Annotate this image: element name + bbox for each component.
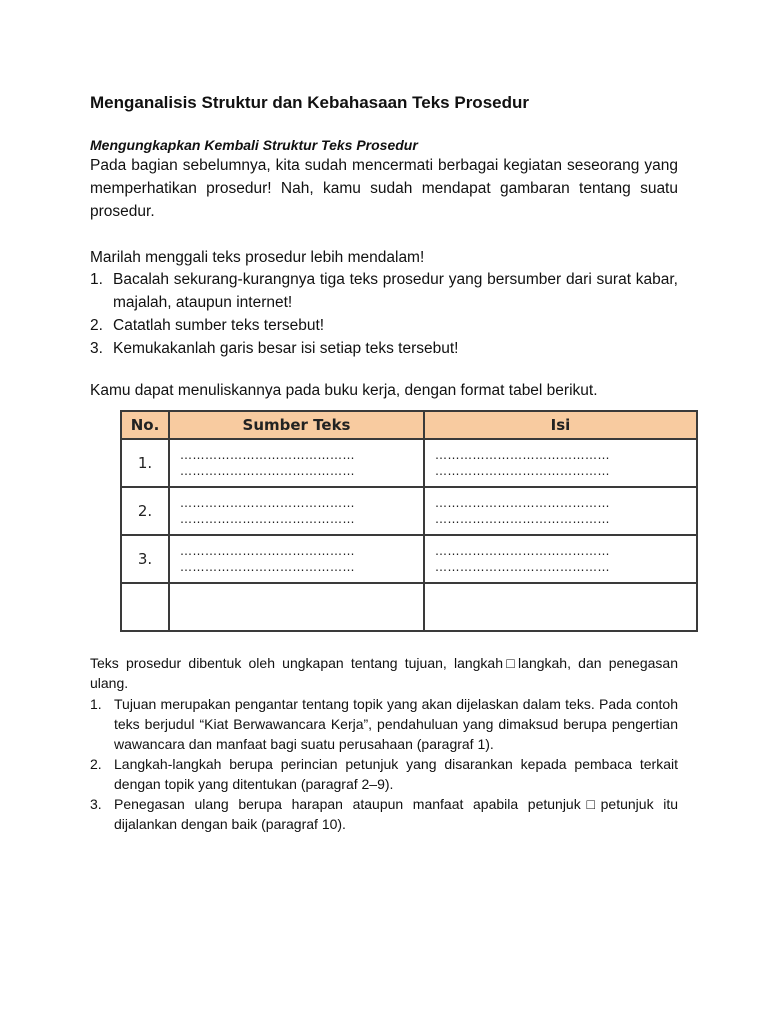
header-isi: Isi [424, 411, 697, 439]
cell-isi [424, 535, 697, 583]
dotted-line: …………………………………… [180, 561, 355, 573]
lead-sentence: Marilah menggali teks prosedur lebih mendalam! [90, 249, 425, 266]
structure-intro: Teks prosedur dibentuk oleh ungkapan tentang tujuan, langkah□langkah, dan penegasan ulang. [90, 655, 678, 691]
dotted-line: …………………………………… [180, 497, 355, 509]
page-title: Menganalisis Struktur dan Kebahasaan Teks Prosedur [90, 93, 529, 112]
row-number: 3. [121, 535, 169, 583]
worksheet-table [120, 410, 698, 632]
structure-list [90, 694, 678, 834]
row-number-empty [121, 583, 169, 631]
dotted-line: …………………………………… [180, 513, 355, 525]
table-row [121, 439, 697, 487]
list-item: 2. Langkah-langkah berupa perincian petunjuk yang disarankan kepada pembaca terkait dengan topik yang ditentukan (paragraf 2–9). [90, 756, 678, 792]
list-item: 2. Catatlah sumber teks tersebut! [90, 317, 325, 334]
dotted-line: …………………………………… [435, 465, 610, 477]
dotted-line: …………………………………… [180, 465, 355, 477]
cell-isi [424, 439, 697, 487]
cell-sumber [169, 487, 424, 535]
steps-list [90, 268, 678, 360]
list-item: 1. Tujuan merupakan pengantar tentang topik yang akan dijelaskan dalam teks. Pada contoh teks berjudul “Kiat Berwawancara Kerja”, pendahuluan yang dimaksud berupa pengertian wawancara dan manfaat bagi suatu perusahaan (paragraf 1). [90, 696, 678, 752]
cell-sumber [169, 535, 424, 583]
table-row-empty [121, 583, 697, 631]
dotted-line: …………………………………… [435, 449, 610, 461]
cell-sumber-empty [169, 583, 424, 631]
cell-sumber [169, 439, 424, 487]
list-item: 3. Kemukakanlah garis besar isi setiap teks tersebut! [90, 340, 459, 357]
intro-paragraph: Pada bagian sebelumnya, kita sudah mencermati berbagai kegiatan seseorang yang memperhatikan prosedur! Nah, kamu sudah mendapat gambaran tentang suatu prosedur. [90, 157, 678, 220]
cell-isi-empty [424, 583, 697, 631]
cell-isi [424, 487, 697, 535]
dotted-line: …………………………………… [435, 561, 610, 573]
format-note: Kamu dapat menuliskannya pada buku kerja, dengan format tabel berikut. [90, 382, 598, 399]
section-subtitle: Mengungkapkan Kembali Struktur Teks Prosedur [90, 137, 418, 153]
dotted-line: …………………………………… [435, 497, 610, 509]
dotted-line: …………………………………… [435, 513, 610, 525]
list-item: 1. Bacalah sekurang-kurangnya tiga teks prosedur yang bersumber dari surat kabar, majalah, ataupun internet! [90, 271, 678, 311]
header-sumber-teks: Sumber Teks [169, 411, 424, 439]
list-item: 3. Penegasan ulang berupa harapan ataupun manfaat apabila petunjuk□petunjuk itu dijalankan dengan baik (paragraf 10). [90, 796, 678, 832]
header-no: No. [121, 411, 169, 439]
row-number: 1. [121, 439, 169, 487]
table-row [121, 535, 697, 583]
row-number: 2. [121, 487, 169, 535]
table-header-row [121, 411, 697, 439]
dotted-line: …………………………………… [180, 545, 355, 557]
dotted-line: …………………………………… [435, 545, 610, 557]
table-row [121, 487, 697, 535]
dotted-line: …………………………………… [180, 449, 355, 461]
